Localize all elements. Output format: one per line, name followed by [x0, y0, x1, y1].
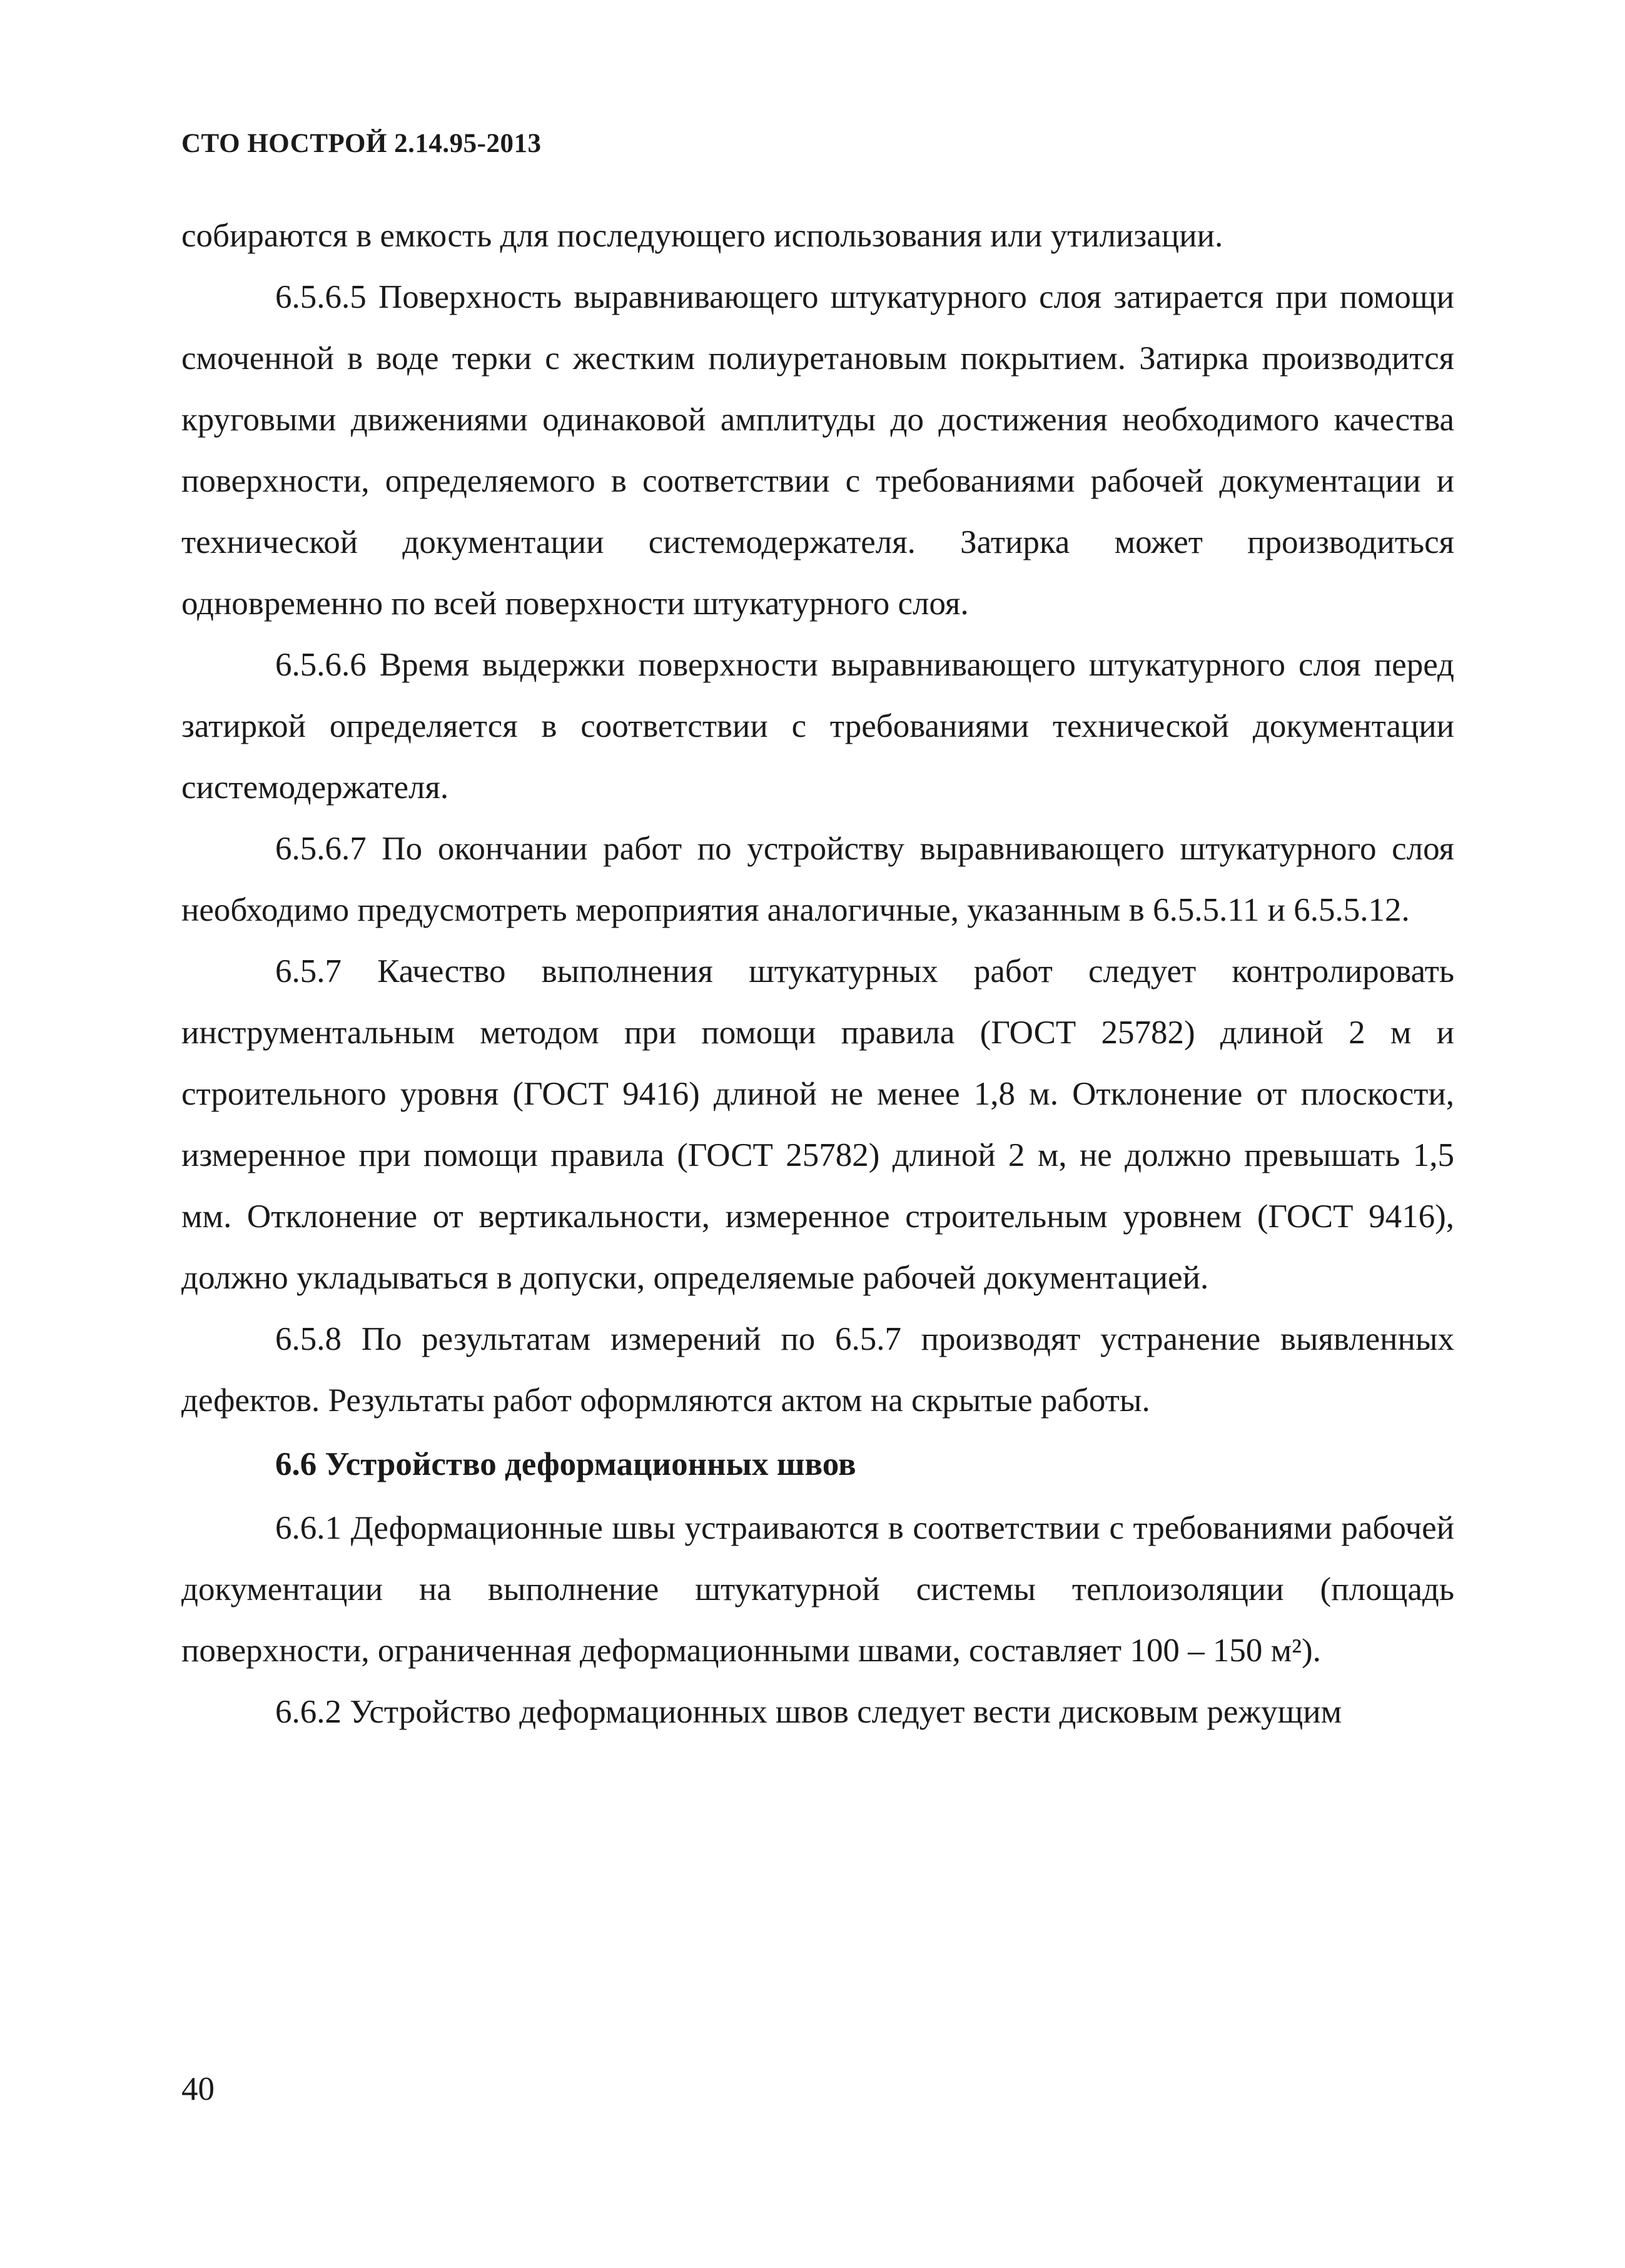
paragraph-6-5-6-5: 6.5.6.5 Поверхность выравнивающего штукатурного слоя затирается при помощи смоченной в воде терки с жестким полиуретановым покрытием. Затирка производится круговыми движениями одинаковой амплитуды до достижения необходимого качества поверхности, определяемого в соответствии с требованиями рабочей документации и технической документации системодержателя. Затирка может производиться одновременно по всей поверхности штукатурного слоя.: [181, 279, 1454, 622]
paragraph-6-5-6-6: 6.5.6.6 Время выдержки поверхности выравнивающего штукатурного слоя перед затиркой определяется в соответствии с требованиями технической документации системодержателя.: [181, 647, 1454, 806]
paragraph-6-5-8: 6.5.8 По результатам измерений по 6.5.7 производят устранение выявленных дефектов. Результаты работ оформляются актом на скрытые работы.: [181, 1321, 1454, 1419]
paragraph-6-5-6-7: 6.5.6.7 По окончании работ по устройству выравнивающего штукатурного слоя необходимо предусмотреть мероприятия аналогичные, указанным в 6.5.5.11 и 6.5.5.12.: [181, 831, 1454, 928]
section-title-6-6: 6.6 Устройство деформационных швов: [275, 1446, 856, 1482]
body-text: [181, 205, 1454, 1743]
page-number: 40: [181, 2071, 215, 2107]
document-header: СТО НОСТРОЙ 2.14.95-2013: [181, 129, 542, 158]
paragraph-6-6-2: 6.6.2 Устройство деформационных швов следует вести дисковым режущим: [275, 1694, 1342, 1730]
paragraph-6-6-1: 6.6.1 Деформационные швы устраиваются в соответствии с требованиями рабочей документации на выполнение штукатурной системы теплоизоляции (площадь поверхности, ограниченная деформационными швами, составляет 100 – 150 м²).: [181, 1510, 1454, 1669]
paragraph-6-5-7: 6.5.7 Качество выполнения штукатурных работ следует контролировать инструментальным методом при помощи правила (ГОСТ 25782) длиной 2 м и строительного уровня (ГОСТ 9416) длиной не менее 1,8 м. Отклонение от плоскости, измеренное при помощи правила (ГОСТ 25782) длиной 2 м, не должно превышать 1,5 мм. Отклонение от вертикальности, измеренное строительным уровнем (ГОСТ 9416), должно укладываться в допуски, определяемые рабочей документацией.: [181, 953, 1454, 1296]
paragraph-continuation: собираются в емкость для последующего использования или утилизации.: [181, 218, 1223, 254]
